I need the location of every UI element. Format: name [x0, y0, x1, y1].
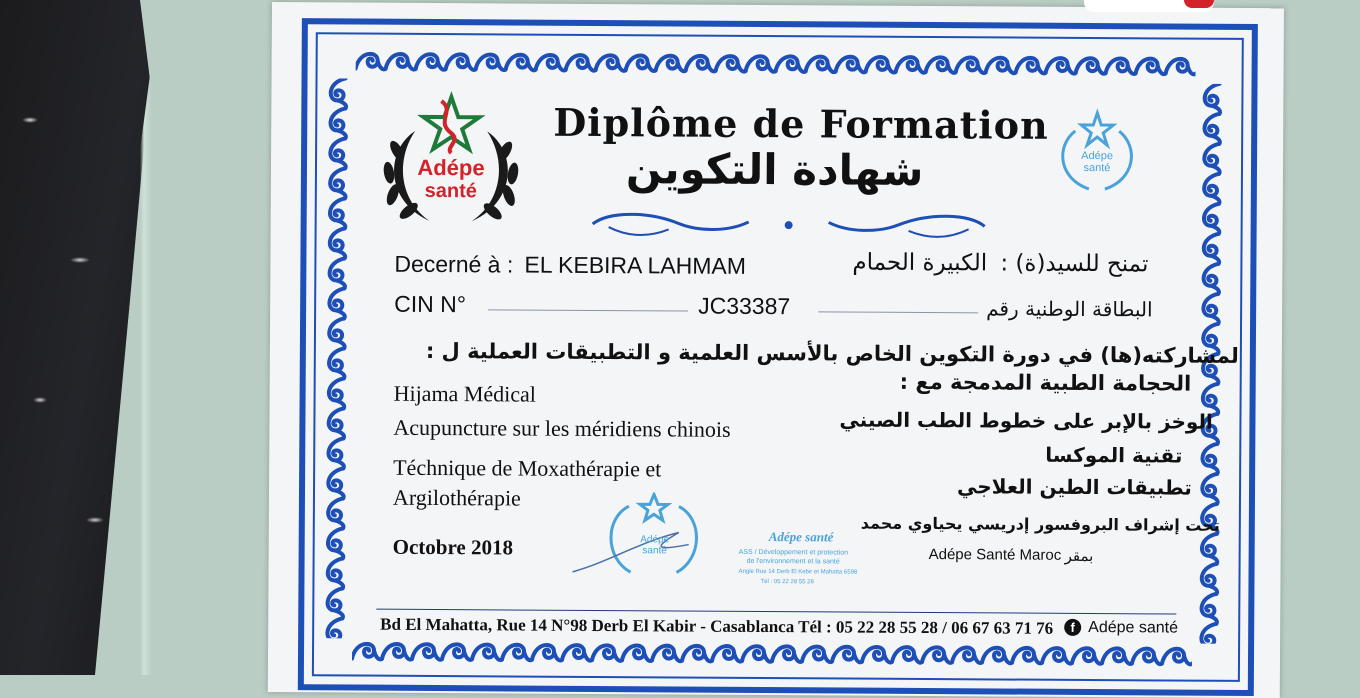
wave-scroll	[329, 408, 345, 438]
rectangular-stamp	[738, 529, 888, 592]
wave-scroll	[622, 645, 652, 661]
wave-scroll	[1016, 58, 1046, 74]
course-ar-1: الحجامة الطبية المدمجة مع :	[899, 369, 1192, 396]
cin-value: JC33387	[698, 292, 791, 320]
wave-scroll	[652, 646, 682, 662]
wave-scroll	[892, 647, 922, 663]
wave-scroll	[329, 348, 345, 378]
left-wave-border	[320, 78, 353, 638]
wave-scroll	[328, 498, 344, 528]
wave-scroll	[956, 57, 986, 73]
wave-scroll	[506, 55, 536, 71]
blue-seal-stamp	[568, 492, 714, 588]
wave-scroll	[330, 228, 346, 258]
course-fr-2: Acupuncture sur les méridiens chinois	[393, 414, 731, 442]
small-stamp-text-2: santé	[1083, 161, 1111, 175]
wave-scroll	[742, 646, 772, 662]
wave-scroll	[1076, 58, 1106, 74]
wave-scroll	[442, 644, 472, 660]
wave-scroll	[1072, 648, 1102, 664]
wave-scroll	[896, 57, 926, 73]
wave-scroll	[1205, 84, 1221, 114]
wave-scroll	[686, 56, 716, 72]
stamp-line-3: Angle Rue 14 Derb El Kebir et Mahatta 6598	[738, 568, 858, 576]
stamp-line-2: de l'environnement et la santé	[746, 557, 840, 566]
wave-scroll	[596, 55, 626, 71]
footer-address: Bd El Mahatta, Rue 14 N°98 Derb El Kabir - Casablanca Tél : 05 22 28 55 28 / 06 67 63 71 76	[380, 614, 1054, 638]
stamp-line-1: ASS / Développement et protection	[738, 548, 849, 557]
awarded-label-ar: تمنح للسيد(ة) :	[1000, 250, 1149, 278]
title-ornament	[589, 209, 989, 241]
wave-scroll	[926, 57, 956, 73]
course-ar-3: تقنية الموكسا	[1045, 442, 1183, 468]
wave-scroll	[330, 138, 346, 168]
wave-scroll	[446, 54, 476, 70]
seal-text-1: Adépe	[640, 534, 670, 546]
course-fr-4: Argilothérapie	[392, 484, 521, 511]
cin-label-fr: CIN N°	[394, 290, 467, 318]
wave-scroll	[1204, 114, 1220, 144]
seat-fr: Adépe Santé Maroc	[928, 546, 1062, 564]
wave-scroll	[682, 646, 712, 662]
star-icon	[423, 97, 479, 149]
wave-scroll	[1162, 649, 1192, 665]
wave-scroll	[1106, 58, 1136, 74]
wave-scroll	[329, 288, 345, 318]
adepe-sante-small-stamp	[1053, 107, 1142, 198]
logo-text-line-2: santé	[424, 179, 478, 203]
wave-scroll	[562, 645, 592, 661]
wave-scroll	[476, 55, 506, 71]
logo-text-line-1: Adépe	[417, 154, 485, 181]
wave-scroll	[1202, 564, 1218, 594]
footer-social: Adépe santé	[1088, 618, 1179, 637]
wave-scroll	[1132, 649, 1162, 665]
wave-scroll	[382, 644, 412, 660]
wave-scroll	[1202, 444, 1218, 474]
certificate-paper	[268, 2, 1284, 698]
wave-scroll	[416, 54, 446, 70]
wave-scroll	[330, 258, 346, 288]
wave-scroll	[356, 54, 386, 70]
participation-text-ar: لمشاركته(ها) في دورة التكوين الخاص بالأسس العلمية و التطبيقات العملية ل :	[425, 338, 1239, 368]
wave-scroll	[327, 618, 343, 638]
wave-scroll	[866, 57, 896, 73]
awarded-name-fr: EL KEBIRA LAHMAM	[524, 251, 747, 279]
wave-scroll	[776, 56, 806, 72]
wave-scroll	[772, 646, 802, 662]
wave-scroll	[832, 647, 862, 663]
wave-scroll	[952, 647, 982, 663]
seal-text-2: santé	[642, 545, 667, 557]
wave-scroll	[536, 55, 566, 71]
course-ar-2: الوخز بالإبر على خطوط الطب الصيني	[839, 407, 1213, 434]
wave-scroll	[1204, 144, 1220, 174]
top-wave-border	[356, 47, 1196, 82]
wave-scroll	[836, 57, 866, 73]
wave-scroll	[329, 318, 345, 348]
wave-scroll	[862, 647, 892, 663]
wave-scroll	[472, 645, 502, 661]
wave-scroll	[746, 56, 776, 72]
wave-scroll	[922, 647, 952, 663]
facebook-icon: f	[1064, 619, 1081, 636]
signature-icon	[573, 532, 689, 573]
wave-scroll	[330, 108, 346, 138]
wave-scroll	[1202, 594, 1218, 624]
wave-scroll	[329, 378, 345, 408]
course-fr-3: Téchnique de Moxathérapie et	[393, 454, 662, 482]
course-fr-1: Hijama Médical	[393, 380, 537, 407]
wave-scroll	[1204, 234, 1220, 264]
wave-scroll	[330, 198, 346, 228]
adepe-sante-logo	[375, 91, 528, 232]
wave-scroll	[328, 468, 344, 498]
wave-scroll	[328, 528, 344, 558]
wave-scroll	[1012, 648, 1042, 664]
wave-scroll	[1102, 648, 1132, 664]
wave-scroll	[386, 54, 416, 70]
title-french: Diplôme de Formation	[553, 99, 1049, 148]
wave-scroll	[331, 78, 347, 108]
wave-scroll	[982, 648, 1012, 664]
wave-scroll	[328, 588, 344, 618]
wave-scroll	[1204, 204, 1220, 234]
wave-scroll	[1203, 294, 1219, 324]
wave-scroll	[592, 645, 622, 661]
wave-scroll	[1136, 59, 1166, 75]
corner-object	[1084, 0, 1214, 12]
wave-scroll	[1042, 648, 1072, 664]
supervision-ar: تحت إشراف البروفسور إدريسي يحياوي محمد	[860, 513, 1220, 535]
seat-ar: بمقر	[1064, 546, 1094, 566]
awarded-name-ar: الكبيرة الحمام	[852, 249, 988, 277]
wave-scroll	[712, 646, 742, 662]
wave-scroll	[716, 56, 746, 72]
wave-scroll	[330, 168, 346, 198]
wave-scroll	[566, 55, 596, 71]
wave-scroll	[412, 644, 442, 660]
wave-scroll	[1204, 264, 1220, 294]
wave-scroll	[502, 645, 532, 661]
wave-scroll	[352, 644, 382, 660]
date: Octobre 2018	[392, 534, 514, 560]
wave-scroll	[532, 645, 562, 661]
title-arabic: شهادة التكوين	[625, 144, 924, 195]
wave-scroll	[328, 438, 344, 468]
awarded-label-fr: Decerné à :	[394, 250, 514, 278]
bottom-wave-border	[352, 637, 1192, 672]
stamp-line-4: Tél : 05 22 28 55 28	[760, 578, 814, 586]
wave-scroll	[1046, 58, 1076, 74]
wave-scroll	[806, 57, 836, 73]
wave-scroll	[328, 558, 344, 588]
wave-scroll	[1202, 474, 1218, 504]
course-ar-4: تطبيقات الطين العلاجي	[956, 474, 1192, 500]
cin-label-ar: البطاقة الوطنية رقم	[986, 296, 1153, 322]
wave-scroll	[1204, 174, 1220, 204]
wave-scroll	[802, 647, 832, 663]
wave-scroll	[626, 55, 656, 71]
stamp-title: Adépe santé	[768, 529, 834, 545]
wave-scroll	[656, 56, 686, 72]
wave-scroll	[1201, 624, 1217, 644]
small-stamp-text-1: Adépe	[1081, 149, 1114, 163]
wave-scroll	[1166, 59, 1196, 75]
wave-scroll	[1202, 534, 1218, 564]
wave-scroll	[986, 58, 1016, 74]
